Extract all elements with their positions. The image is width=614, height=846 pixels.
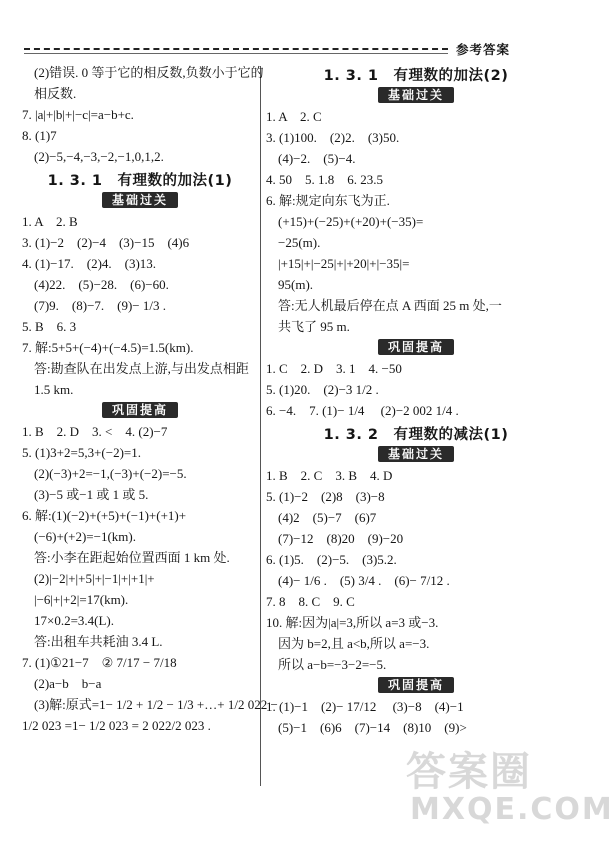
- answer-line: 1. (1)−1 (2)− 17/12 (3)−8 (4)−1: [266, 699, 464, 714]
- answer-line: 4. (1)−17. (2)4. (3)13.: [22, 256, 157, 271]
- left-basic-lines: [22, 211, 258, 400]
- answer-line: 共飞了 95 m.: [278, 319, 350, 334]
- badge-advanced: 巩固提高: [378, 677, 454, 693]
- answer-line: (4)− 1/6 . (5) 3/4 . (6)− 7/12 .: [278, 573, 450, 588]
- answer-line: (3)−5 或−1 或 1 或 5.: [34, 487, 149, 502]
- answer-line: 所以 a−b=−3−2=−5.: [278, 657, 387, 672]
- answer-line: (2)|−2|+|+5|+|−1|+|+1|+: [34, 571, 155, 586]
- answer-line: (2)(−3)+2=−1,(−3)+(−2)=−5.: [34, 466, 187, 481]
- answer-line: 1. B 2. C 3. B 4. D: [266, 468, 393, 483]
- left-intro-lines: [22, 62, 264, 167]
- answer-line: 95(m).: [278, 277, 314, 292]
- badge-advanced: 巩固提高: [102, 402, 178, 418]
- answer-line: 答:小李在距起始位置西面 1 km 处.: [34, 550, 230, 565]
- answer-line: (2)−5,−4,−3,−2,−1,0,1,2.: [34, 149, 164, 164]
- answer-line: 4. 50 5. 1.8 6. 23.5: [266, 172, 384, 187]
- answer-line: 7. 解:5+5+(−4)+(−4.5)=1.5(km).: [22, 340, 194, 355]
- answer-line: 3. (1)−2 (2)−4 (3)−15 (4)6: [22, 235, 190, 250]
- answer-line: 6. (1)5. (2)−5. (3)5.2.: [266, 552, 397, 567]
- column-divider: [260, 66, 261, 786]
- answer-line: 6. 解:(1)(−2)+(+5)+(−1)+(+1)+: [22, 508, 187, 523]
- answer-line: 5. (1)3+2=5,3+(−2)=1.: [22, 445, 141, 460]
- page-header-title: 参考答案: [456, 42, 511, 57]
- answer-line: 6. 解:规定向东飞为正.: [266, 193, 390, 208]
- answer-line: 答:勘查队在出发点上游,与出发点相距: [34, 361, 249, 376]
- answer-line: 10. 解:因为|a|=3,所以 a=3 或−3.: [266, 615, 439, 630]
- answer-line: (4)22. (5)−28. (6)−60.: [34, 277, 169, 292]
- left-column: [22, 62, 278, 736]
- answer-line: 8. (1)7: [22, 128, 57, 143]
- answer-line: (5)−1 (6)6 (7)−14 (8)10 (9)>: [278, 720, 467, 735]
- answer-line: 6. −4. 7. (1)− 1/4 (2)−2 002 1/4 .: [266, 403, 459, 418]
- answer-line: (3)解:原式=1− 1/2 + 1/2 − 1/3 +…+ 1/2 022 −: [34, 697, 278, 712]
- watermark: [400, 740, 614, 840]
- right-sub-basic-lines: [266, 465, 566, 675]
- answer-line: 7. |a|+|b|+|−c|=a−b+c.: [22, 107, 134, 122]
- answer-line: (2)a−b b−a: [34, 676, 102, 691]
- answer-line: (4)−2. (5)−4.: [278, 151, 356, 166]
- answer-line: 1. A 2. C: [266, 109, 322, 124]
- section-title-add-2: 1. 3. 1 有理数的加法(2): [323, 68, 509, 84]
- answer-line: (4)2 (5)−7 (6)7: [278, 510, 377, 525]
- right-sub-advanced-lines: [266, 696, 566, 738]
- watermark-url: MXQE.COM: [410, 792, 614, 827]
- answer-line: |+15|+|−25|+|+20|+|−35|=: [278, 256, 410, 271]
- left-advanced-lines: [22, 421, 278, 736]
- answer-line: 7. (1)①21−7 ② 7/17 − 7/18: [22, 655, 177, 670]
- badge-basic: 基础过关: [378, 446, 454, 462]
- answer-line: 1.5 km.: [34, 382, 74, 397]
- answer-line: 答:出租车共耗油 3.4 L.: [34, 634, 163, 649]
- right-column: [266, 62, 566, 738]
- answer-line: (2)错误. 0 等于它的相反数,负数小于它的: [34, 65, 264, 80]
- section-title-sub-1: 1. 3. 2 有理数的减法(1): [323, 427, 509, 443]
- answer-line: 1/2 023 =1− 1/2 023 = 2 022/2 023 .: [22, 718, 211, 733]
- answer-line: 3. (1)100. (2)2. (3)50.: [266, 130, 400, 145]
- answer-line: 答:无人机最后停在点 A 西面 25 m 处,一: [278, 298, 502, 313]
- answer-line: 1. A 2. B: [22, 214, 78, 229]
- answer-line: 1. B 2. D 3. < 4. (2)−7: [22, 424, 168, 439]
- answer-line: (+15)+(−25)+(+20)+(−35)=: [278, 214, 424, 229]
- answer-line: (7)9. (8)−7. (9)− 1/3 .: [34, 298, 166, 313]
- answer-line: 因为 b=2,且 a<b,所以 a=−3.: [278, 636, 430, 651]
- right-basic-lines: [266, 106, 566, 337]
- watermark-logo-text: 答案圈: [406, 749, 532, 795]
- answer-line: 5. B 6. 3: [22, 319, 77, 334]
- answer-line: 相反数.: [34, 86, 77, 101]
- badge-basic: 基础过关: [378, 87, 454, 103]
- section-title-add-1: 1. 3. 1 有理数的加法(1): [47, 173, 233, 189]
- answer-line: −25(m).: [278, 235, 321, 250]
- answer-line: 5. (1)20. (2)−3 1/2 .: [266, 382, 379, 397]
- badge-advanced: 巩固提高: [378, 339, 454, 355]
- header-rule-thin: [24, 53, 448, 54]
- header-rule: [24, 48, 448, 50]
- answer-line: 1. C 2. D 3. 1 4. −50: [266, 361, 402, 376]
- answer-line: (7)−12 (8)20 (9)−20: [278, 531, 404, 546]
- answer-line: 17×0.2=3.4(L).: [34, 613, 115, 628]
- answer-line: 7. 8 8. C 9. C: [266, 594, 355, 609]
- answer-line: |−6|+|+2|=17(km).: [34, 592, 129, 607]
- badge-basic: 基础过关: [102, 192, 178, 208]
- answer-line: 5. (1)−2 (2)8 (3)−8: [266, 489, 385, 504]
- right-advanced-lines: [266, 358, 566, 421]
- answer-line: (−6)+(+2)=−1(km).: [34, 529, 136, 544]
